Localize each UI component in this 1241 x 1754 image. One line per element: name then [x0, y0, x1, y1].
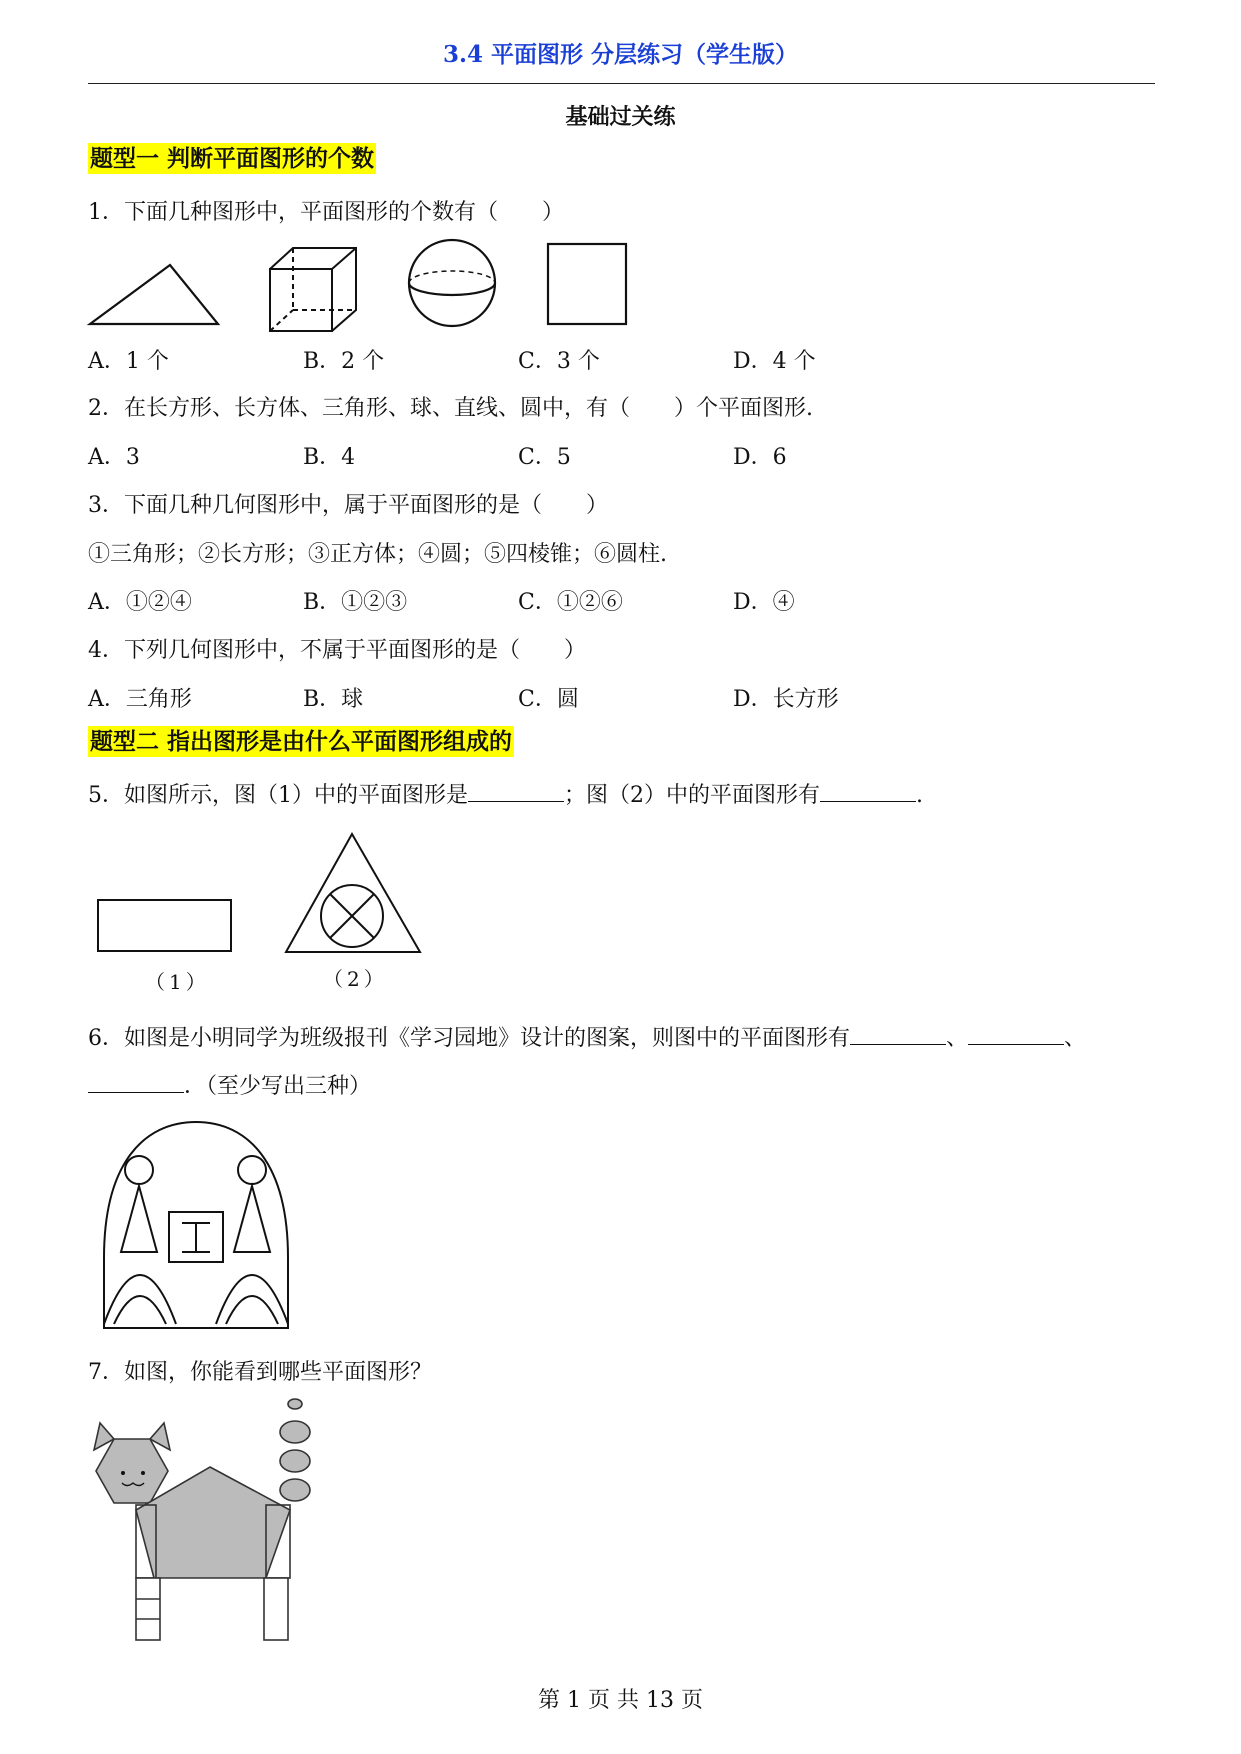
- question-5-text-3: .: [916, 783, 923, 808]
- arc-left-inner: [114, 1296, 166, 1324]
- question-2-option-b: B．4: [303, 445, 356, 470]
- cube-figure: [270, 248, 356, 331]
- question-3-option-d: D．④: [733, 590, 795, 615]
- answer-blank[interactable]: [850, 1024, 946, 1045]
- arc-right-inner: [226, 1296, 278, 1324]
- triangle-left: [121, 1186, 157, 1252]
- square-figure: [548, 244, 626, 324]
- rectangle-figure: [98, 900, 231, 951]
- page-number: 第 1 页 共 13 页: [538, 1688, 703, 1713]
- figure-caption-1: （1）: [145, 970, 210, 994]
- bubble-small: [288, 1399, 302, 1409]
- question-5-text-1: 5．如图所示，图（1）中的平面图形是: [88, 783, 468, 808]
- question-5-text-2: ；图（2）中的平面图形有: [564, 783, 820, 808]
- circle-right: [238, 1156, 266, 1184]
- question-type-1-heading: [88, 143, 376, 175]
- question-7-cat-figure: [88, 1395, 328, 1645]
- question-6-figure: [88, 1118, 308, 1338]
- question-4-option-b: B．球: [303, 687, 364, 712]
- question-6-text-2: ．（至少写出三种）: [184, 1074, 372, 1099]
- question-3-option-a: A．①②④: [88, 590, 192, 615]
- question-1-option-a: A．1 个: [88, 349, 169, 374]
- question-3-option-b: B．①②③: [303, 590, 408, 615]
- question-2-option-c: C．5: [518, 445, 571, 470]
- question-4-stem: 4．下列几何图形中，不属于平面图形的是（ ）: [88, 638, 586, 663]
- question-1-option-c: C．3 个: [518, 349, 600, 374]
- question-3-option-c: C．①②⑥: [518, 590, 623, 615]
- question-7-stem: 7．如图，你能看到哪些平面图形？: [88, 1360, 432, 1385]
- eye-right: [141, 1471, 145, 1475]
- document-title: 3.4 平面图形 分层练习（学生版）: [442, 41, 799, 68]
- arc-left-outer: [104, 1275, 176, 1324]
- header-divider: [88, 83, 1155, 84]
- figure-caption-2: （2）: [323, 967, 388, 991]
- bubble: [280, 1479, 310, 1501]
- eye-left: [121, 1471, 125, 1475]
- question-5-stem: [88, 778, 923, 809]
- answer-blank[interactable]: [468, 781, 564, 802]
- bubble: [280, 1450, 310, 1472]
- question-4-option-c: C．圆: [518, 687, 579, 712]
- circle-left: [125, 1156, 153, 1184]
- separator: 、: [1064, 1026, 1087, 1051]
- question-1-stem: 1．下面几种图形中，平面图形的个数有（ ）: [88, 200, 564, 225]
- question-6-stem: [88, 1021, 1086, 1052]
- question-4-option-a: A．三角形: [88, 687, 192, 712]
- bubble: [280, 1421, 310, 1443]
- question-1-figures: [88, 238, 648, 338]
- question-6-stem-line-2: [88, 1069, 371, 1100]
- answer-blank[interactable]: [88, 1072, 184, 1093]
- question-1-option-b: B．2 个: [303, 349, 385, 374]
- separator: 、: [946, 1026, 969, 1051]
- arc-right-outer: [216, 1275, 288, 1324]
- triangle-figure: [90, 265, 218, 324]
- cat-head-hexagon: [96, 1439, 168, 1503]
- question-type-1-label: 题型一 判断平面图形的个数: [90, 145, 375, 172]
- section-title: 基础过关练: [565, 104, 676, 130]
- leg-right: [264, 1578, 288, 1640]
- question-4-option-d: D．长方形: [733, 687, 839, 712]
- triangle-with-circle-figure: [286, 834, 420, 952]
- answer-blank[interactable]: [968, 1024, 1064, 1045]
- triangle-right: [234, 1186, 270, 1252]
- answer-blank[interactable]: [820, 781, 916, 802]
- question-2-stem: 2．在长方形、长方体、三角形、球、直线、圆中，有（ ）个平面图形.: [88, 396, 813, 421]
- question-1-option-d: D．4 个: [733, 349, 816, 374]
- question-type-2-label: 题型二 指出图形是由什么平面图形组成的: [90, 728, 513, 755]
- question-6-text-1: 6．如图是小明同学为班级报刊《学习园地》设计的图案，则图中的平面图形有: [88, 1026, 850, 1051]
- question-3-stem: 3．下面几种几何图形中，属于平面图形的是（ ）: [88, 493, 608, 518]
- question-2-option-d: D．6: [733, 445, 787, 470]
- question-5-figures: [88, 828, 438, 960]
- question-3-list: ①三角形；②长方形；③正方体；④圆；⑤四棱锥；⑥圆柱.: [88, 542, 667, 567]
- leg-left: [136, 1578, 160, 1640]
- sphere-figure: [409, 240, 495, 326]
- question-2-option-a: A．3: [88, 445, 140, 470]
- question-type-2-heading: [88, 726, 514, 758]
